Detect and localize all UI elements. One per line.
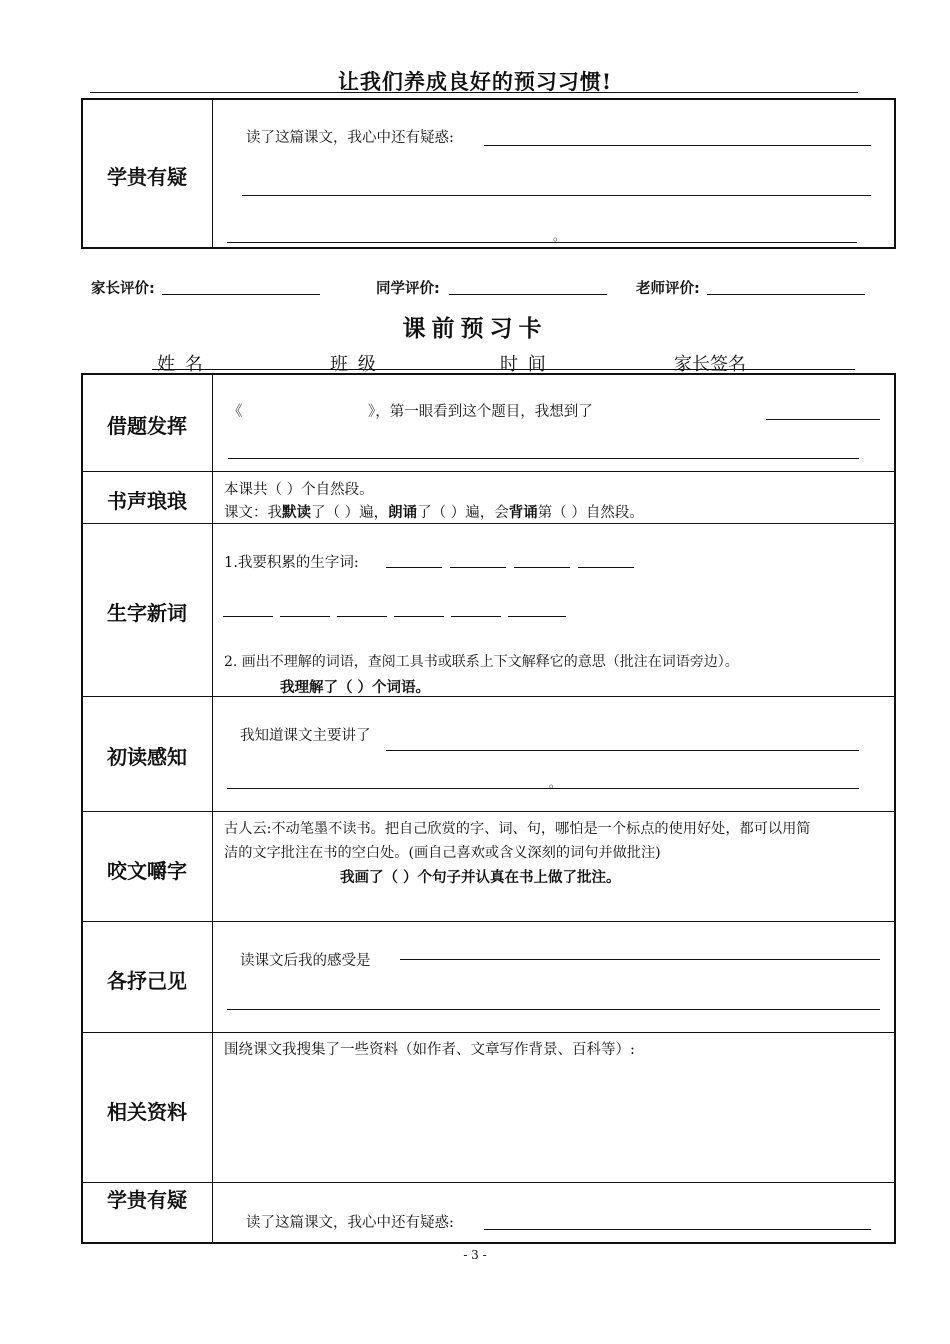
- row-border-5: [81, 921, 896, 922]
- parent-sign-label: 家长签名: [674, 354, 746, 375]
- row1-answer-line-1[interactable]: [766, 419, 880, 420]
- row7-text: 围绕课文我搜集了一些资料（如作者、文章写作背景、百科等）:: [224, 1042, 635, 1058]
- row-border-7: [81, 1182, 896, 1183]
- row4-end-mark: 。: [549, 776, 562, 790]
- page-number: - 3 -: [463, 1248, 487, 1262]
- row1-label: 借题发挥: [107, 414, 187, 438]
- row5-line1: 古人云:不动笔墨不读书。把自己欣赏的字、词、句，哪怕是一个标点的使用好处，都可以用简: [224, 821, 811, 837]
- header-divider: [90, 92, 858, 93]
- row2-line1: 本课共（ ）个自然段。: [224, 482, 374, 498]
- row6-label: 各抒己见: [107, 969, 187, 993]
- row8-answer-line[interactable]: [484, 1229, 871, 1230]
- word-blank[interactable]: [514, 567, 570, 568]
- time-label: 时 间: [500, 354, 548, 375]
- top-answer-line-1[interactable]: [484, 145, 871, 146]
- classmate-eval-label: 同学评价:: [376, 281, 440, 297]
- row2-label: 书声琅琅: [107, 489, 187, 513]
- top-end-mark: 。: [553, 229, 566, 243]
- row-border-1: [81, 471, 896, 472]
- row4-answer-line-1[interactable]: [386, 750, 859, 751]
- teacher-eval-line[interactable]: [707, 294, 865, 295]
- row4-text: 我知道课文主要讲了: [240, 728, 371, 744]
- row4-answer-line-2[interactable]: [227, 788, 859, 789]
- word-blank[interactable]: [578, 567, 634, 568]
- row-border-3: [81, 696, 896, 697]
- top-answer-line-2[interactable]: [242, 195, 871, 196]
- page-header-title: 让我们养成良好的预习习惯!: [337, 69, 613, 94]
- row1-open-bracket: 《: [228, 404, 243, 420]
- top-row-label: 学贵有疑: [107, 165, 187, 189]
- word-blank[interactable]: [337, 616, 387, 617]
- parent-eval-line[interactable]: [162, 294, 320, 295]
- row3-item2: 2. 画出不理解的词语，查阅工具书或联系上下文解释它的意思（批注在词语旁边）。: [224, 654, 739, 670]
- word-blank[interactable]: [451, 616, 501, 617]
- teacher-eval-label: 老师评价:: [636, 281, 700, 297]
- classmate-eval-line[interactable]: [449, 294, 607, 295]
- top-row-prompt: 读了这篇课文，我心中还有疑惑:: [246, 130, 454, 146]
- row2-line2: 课文：我默读了（ ）遍，朗诵了（ ）遍，会背诵第（ ）自然段。: [224, 504, 644, 521]
- top-answer-line-3[interactable]: [227, 242, 857, 243]
- row6-text: 读课文后我的感受是: [240, 953, 371, 969]
- row6-answer-line-1[interactable]: [400, 959, 880, 960]
- row3-label: 生字新词: [107, 601, 187, 625]
- row-border-4: [81, 811, 896, 812]
- row5-line2: 洁的文字批注在书的空白处。(画自己喜欢或含义深刻的词句并做批注): [224, 845, 661, 861]
- word-blank[interactable]: [223, 616, 273, 617]
- word-blank[interactable]: [394, 616, 444, 617]
- row1-text: 》，第一眼看到这个题目，我想到了: [368, 404, 593, 420]
- parent-eval-label: 家长评价:: [91, 281, 155, 297]
- row-border-6: [81, 1032, 896, 1033]
- card-title: 课前预习卡: [402, 316, 548, 342]
- word-blank[interactable]: [450, 567, 506, 568]
- row6-answer-line-2[interactable]: [227, 1009, 880, 1010]
- class-label: 班 级: [330, 354, 378, 375]
- row1-answer-line-2[interactable]: [228, 458, 859, 459]
- row7-label: 相关资料: [107, 1100, 187, 1124]
- meta-underline[interactable]: [152, 369, 855, 370]
- word-blank[interactable]: [508, 616, 566, 617]
- row-border-2: [81, 523, 896, 524]
- row3-item1: 1.我要积累的生字词:: [224, 555, 359, 571]
- row5-summary: 我画了（ ）个句子并认真在书上做了批注。: [340, 870, 621, 886]
- row4-label: 初读感知: [107, 745, 187, 769]
- row5-label: 咬文嚼字: [107, 859, 187, 883]
- top-table-divider: [212, 98, 213, 249]
- main-table-divider: [212, 373, 213, 1244]
- word-blank[interactable]: [386, 567, 442, 568]
- row3-summary: 我理解了（ ）个词语。: [280, 680, 431, 696]
- row8-label: 学贵有疑: [107, 1188, 187, 1212]
- name-label: 姓 名: [157, 354, 205, 375]
- word-blank[interactable]: [280, 616, 330, 617]
- row8-text: 读了这篇课文，我心中还有疑惑:: [246, 1215, 454, 1231]
